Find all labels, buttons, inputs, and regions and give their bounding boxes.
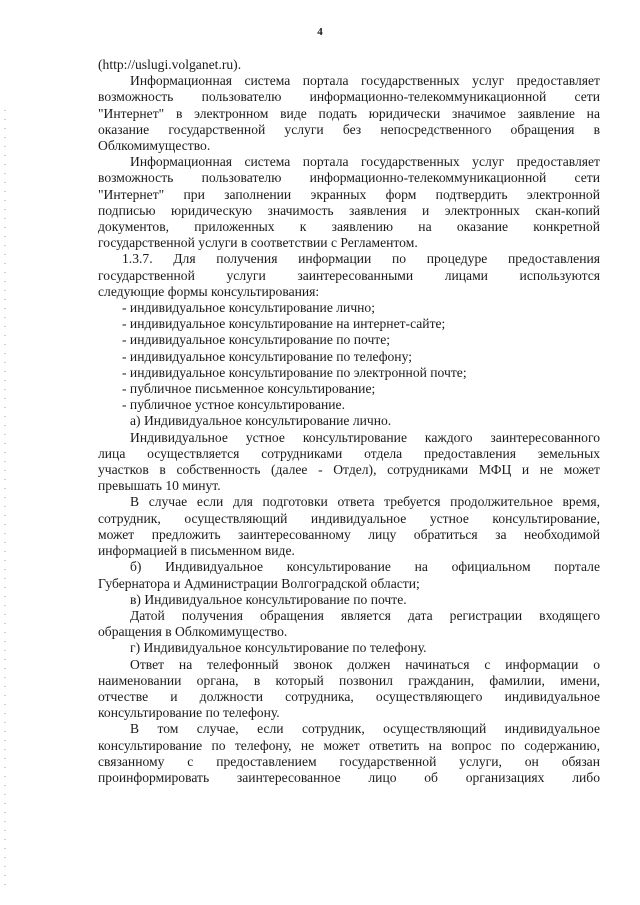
text-line: лица осуществляется сотрудниками отдела предоставления земельных [98,445,600,461]
text-line: может предложить заинтересованному лицу обратиться за необходимой [98,526,600,542]
list-item: - индивидуальное консультирование на интернет-сайте; [122,316,446,332]
text-line: связанному с предоставлением государственной услуги, он обязан [98,753,600,769]
text-line: Ответ на телефонный звонок должен начинаться с информации о [130,656,600,672]
text-line: возможность пользователю информационно-телекоммуникационной сети [98,89,600,105]
text-line: Информационная система портала государственных услуг предоставляет [130,154,600,170]
body-text [98,57,600,786]
text-line: а) Индивидуальное консультирование лично. [130,413,392,429]
list-item: - индивидуальное консультирование по телефону; [122,348,412,364]
text-line: г) Индивидуальное консультирование по телефону. [130,640,427,656]
text-line: превышать 10 минут. [98,478,221,494]
text-line: "Интернет" в электронном виде подать юридически значимое заявление на [98,105,600,121]
scan-edge-marks [4,110,6,890]
page-number: 4 [317,26,323,38]
list-item: - индивидуальное консультирование лично; [122,300,376,316]
text-line: Облкомимущество. [98,138,211,154]
text-line: сотрудник, осуществляющий индивидуальное устное консультирование, [98,510,600,526]
text-line: Губернатора и Администрации Волгоградской области; [98,575,420,591]
text-line: подписью юридическую значимость заявления и электронных скан-копий [98,202,600,218]
text-line: оказание государственной услуги без непосредственного обращения в [98,121,600,137]
text-line: "Интернет" при заполнении экранных форм подтвердить электронной [98,186,600,202]
text-line: проинформировать заинтересованное лицо об организациях либо [98,769,600,785]
text-line: б) Индивидуальное консультирование на официальном портале [130,559,600,575]
list-item: - индивидуальное консультирование по электронной почте; [122,364,467,380]
text-line: государственной услуги в соответствии с Регламентом. [98,235,418,251]
text-line: информацией в письменном виде. [98,543,295,559]
list-item: - публичное письменное консультирование; [122,381,376,397]
text-line: Датой получения обращения является дата регистрации входящего [130,607,600,623]
list-item: - публичное устное консультирование. [122,397,345,413]
text-line: наименовании органа, в который позвонил гражданин, фамилии, имени, [98,672,600,688]
text-line: участков в собственность (далее - Отдел), сотрудниками МФЦ и не может [98,462,600,478]
text-line: государственной услуги заинтересованными лицами используются [98,267,600,283]
text-line: консультирование по телефону. [98,705,280,721]
text-line: Индивидуальное устное консультирование каждого заинтересованного [130,429,600,445]
text-line: консультирование по телефону, не может ответить на вопрос по содержанию, [98,737,600,753]
text-line: отчестве и должности сотрудника, осуществляющего индивидуальное [98,688,600,704]
text-line: в) Индивидуальное консультирование по почте. [130,591,407,607]
text-line: возможность пользователю информационно-телекоммуникационной сети [98,170,600,186]
text-line: Информационная система портала государственных услуг предоставляет [130,73,600,89]
list-item: - индивидуальное консультирование по почте; [122,332,391,348]
text-line: обращения в Облкомимущество. [98,624,288,640]
text-line: В том случае, если сотрудник, осуществляющий индивидуальное [130,721,600,737]
text-line: 1.3.7. Для получения информации по процедуре предоставления [122,251,600,267]
text-line: следующие формы консультирования: [98,283,320,299]
text-line: (http://uslugi.volganet.ru). [98,57,242,72]
text-line: В случае если для подготовки ответа требуется продолжительное время, [130,494,600,510]
text-line: документов, приложенных к заявлению на оказание конкретной [98,219,600,235]
